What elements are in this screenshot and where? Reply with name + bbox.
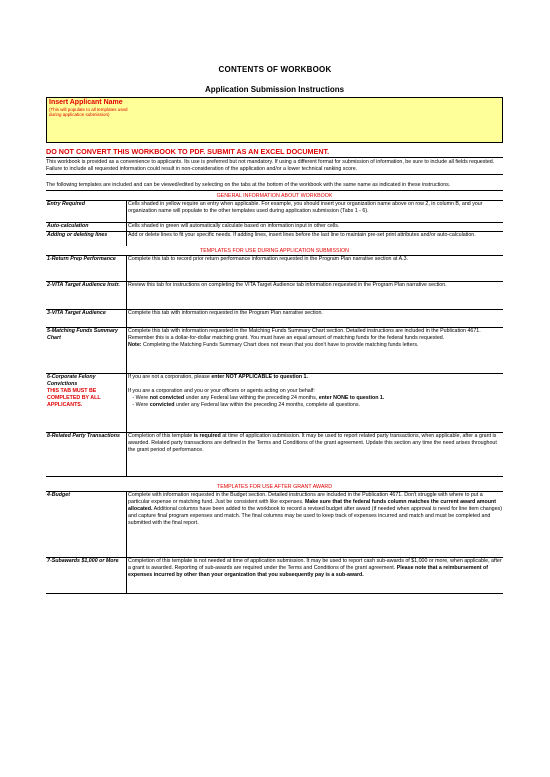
page-title: CONTENTS OF WORKBOOK [218, 65, 332, 74]
table-row [46, 374, 503, 388]
table-row [46, 256, 503, 282]
pdf-warning: DO NOT CONVERT THIS WORKBOOK TO PDF. SUBMIT AS AN EXCEL DOCUMENT. [46, 147, 503, 158]
row-label: Auto-calculation [46, 223, 127, 232]
row-label: Entry Required [46, 201, 127, 223]
row-text: Completion of this template is not needed at time of application submission. It may be used to report cash sub-awards of $1,000 or more, when applicable, after a grant is awarded. Reporting of sub-awards are required under the Terms and Conditions of the grant agreement. Please note that a reimbursement of expenses incurred by other than your organization that you subsequently pay is a sub-award. [127, 558, 504, 594]
intro-paragraph-1: This workbook is provided as a convenience to applicants. Its use is preferred but not mandatory. If using a different format for submission of information, be sure to include all fields requested. Failure to include all requested information could result in non-consideration of the application and/or a lower technical ranking score. [46, 158, 503, 175]
application-table [46, 256, 503, 477]
after-award-section-heading: TEMPLATES FOR USE AFTER GRANT AWARD [46, 482, 503, 492]
row-label: 2-VITA Target Audience Instr. [46, 282, 127, 310]
table-row [46, 223, 503, 232]
table-row [46, 432, 503, 476]
instructions-sheet [46, 83, 503, 594]
row-text: Complete this tab with information requested in the Program Plan narrative section. [127, 310, 504, 328]
intro-paragraph-2: The following templates are included and can be viewed/edited by selecting on the tabs at the bottom of the workbook with the same name as indicated in these instructions. [46, 181, 503, 191]
row-label: Adding or deleting lines [46, 232, 127, 246]
applicant-name: Insert Applicant Name [49, 99, 123, 106]
row-text: If you are not a corporation, please enter NOT APPLICABLE to question 1. [128, 374, 308, 381]
table-row [46, 310, 503, 328]
general-section-heading: GENERAL INFORMATION ABOUT WORKBOOK [46, 191, 503, 201]
row-label: 3-VITA Target Audience [46, 310, 127, 328]
row-label: 7-Subawards $1,000 or More [46, 558, 127, 594]
table-row [46, 328, 503, 374]
row-text: Cells shaded in green will automatically calculate based on information input in other cells. [127, 223, 504, 232]
row-label: 5-Matching Funds Summary Chart [46, 328, 127, 374]
row-text: Complete this tab to record prior return performance information requested in the Program Plan narrative section at A.3. [127, 256, 504, 282]
row-text: Complete this tab with information requested in the Matching Funds Summary Chart section. Detailed instructions are included in the Publication 4671. Remember this is a dollar-for-dollar matching grant. You must have an equal amount of matching funds for the federal funds requested. Note: Completing the Matching Funds Summary Chart does not mean that you don't have to provide matching funds letters. [127, 328, 504, 374]
row-text: Completion of this template is required at time of application submission. It may be used to report related party transactions, when applicable, after a grant is awarded. Related party transactions are defined in the Terms and Conditions of the grant agreement. Update this section any time the need arises throughout the grant period of performance. [127, 432, 504, 476]
table-row [46, 282, 503, 310]
applicant-note: (This will populate to all templates used during application submission) [49, 106, 128, 118]
row-label: 4-Budget [46, 492, 127, 558]
applicant-name-cell[interactable] [46, 97, 503, 143]
sheet-subtitle: Application Submission Instructions [204, 85, 345, 94]
table-row [46, 232, 503, 246]
table-row [46, 388, 503, 432]
table-row [46, 201, 503, 223]
general-table [46, 201, 503, 246]
row-label: 1-Return Prep Performance [46, 256, 127, 282]
row-text: If you are a corporation and you or your officers or agents acting on your behalf: - Were not convicted under any Federal law withing the preceding 24 months, enter NONE to question 1. - Were convicted under any Federal law within the preceding 24 months, complete all questions. [127, 388, 504, 432]
table-row [46, 558, 503, 594]
after-award-table [46, 492, 503, 595]
table-row [46, 492, 503, 558]
row-label: 8-Related Party Transactions [46, 432, 127, 476]
row-label: 6-Corporate Felony Convictions [46, 374, 127, 388]
row-text: Add or delete lines to fit your specific needs. If adding lines, insert lines before the last line to maintain pre-set print attributes and/or auto-calculation. [128, 232, 476, 239]
row-label: THIS TAB MUST BE COMPLETED BY ALL APPLICANTS. [46, 388, 127, 432]
application-section-heading: TEMPLATES FOR USE DURING APPLICATION SUBMISSION [46, 246, 503, 256]
row-text: Complete with information requested in the Budget section. Detailed instructions are included in the Publication 4671. Don't struggle with where to put a particular expense or matching fund. Just be consistent with like expenses. Make sure that the federal funds column matches the current award amount allocated. Additional columns have been added to the workbook to record a revised budget after award (if needed when approval is need for line item changes) and capture final program expenses and match. The final columns may be used to keep track of expenses incurred and match and must be completed and submitted with the final report. [127, 492, 504, 558]
row-text: Review this tab for instructions on completing the VITA Target Audience tab information requested in the Program Plan narrative section. [127, 282, 504, 310]
row-text: Cells shaded in yellow require an entry when applicable. For example, you should insert your organization name above on row 2, in column B, and your organization name will populate to the other templates used during application submission (Tabs 1 - 6). [127, 201, 504, 223]
